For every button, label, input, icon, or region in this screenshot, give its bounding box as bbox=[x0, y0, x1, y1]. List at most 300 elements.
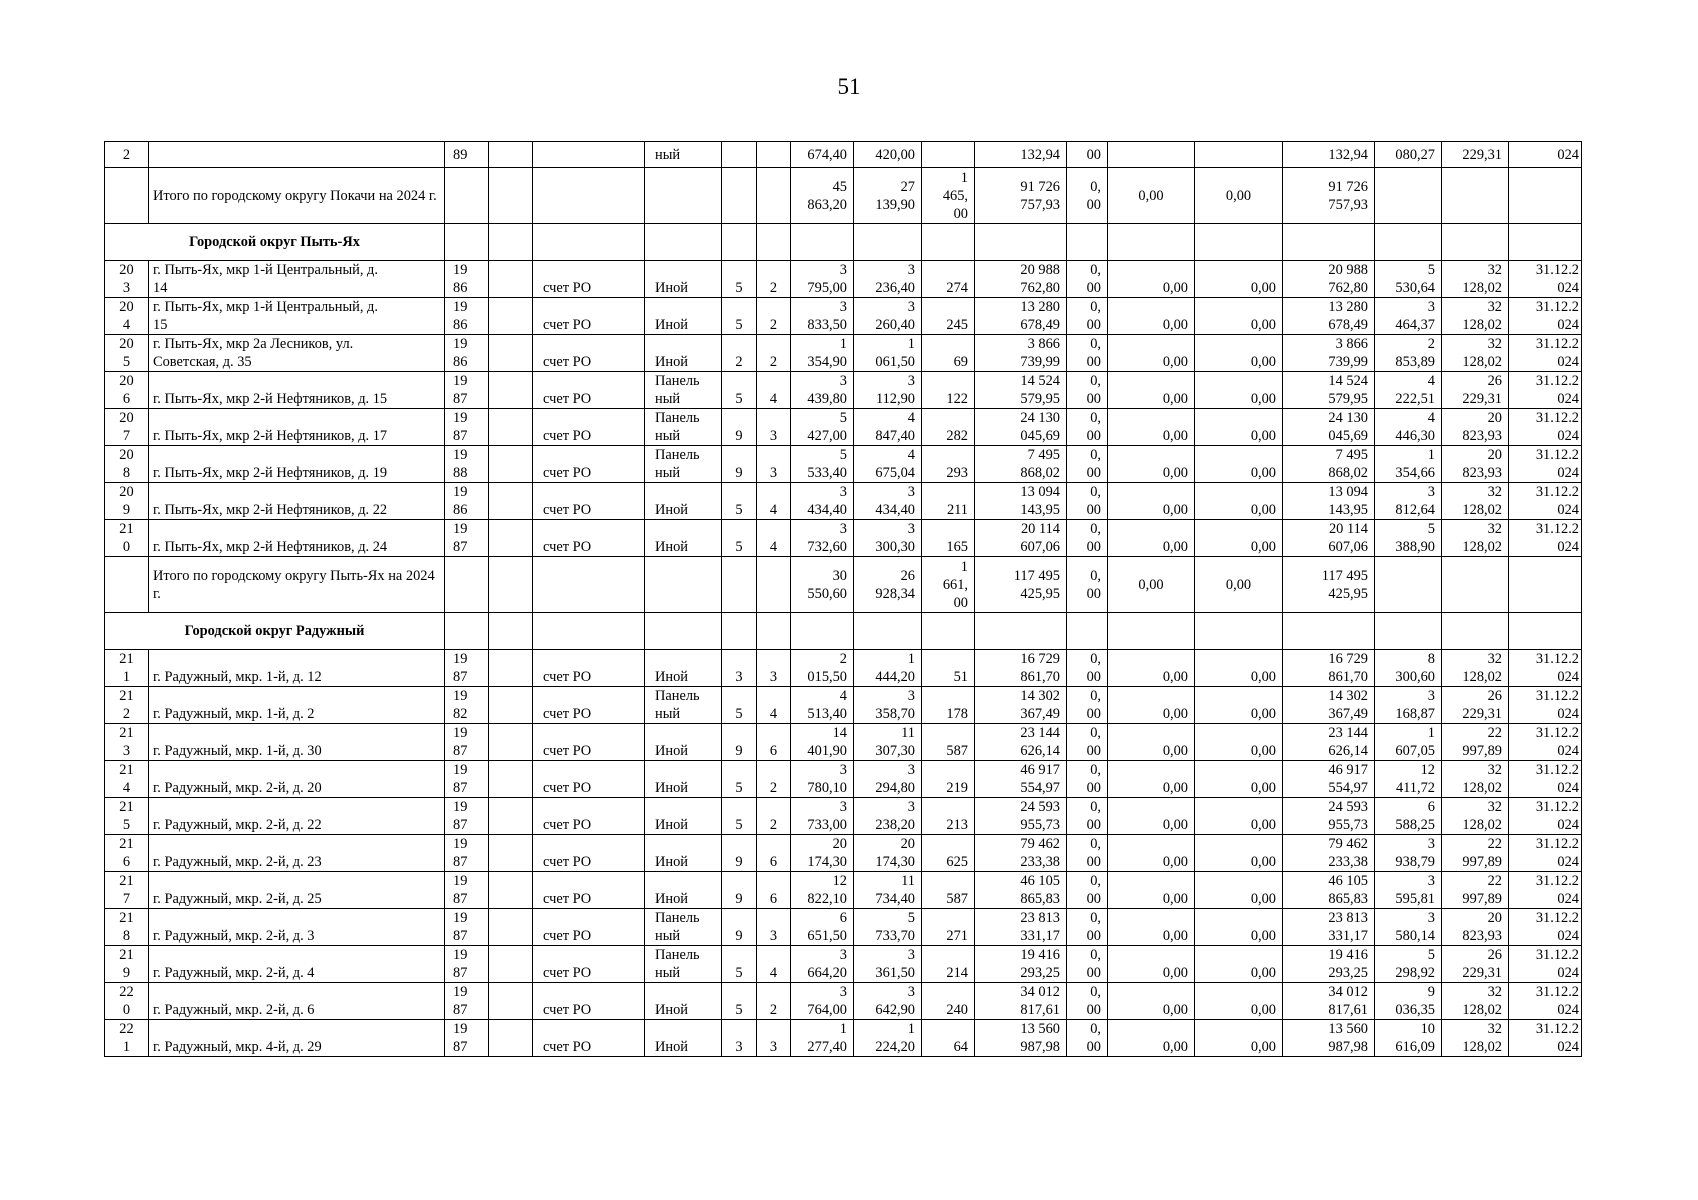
cell-area-living: 4 675,04 bbox=[854, 446, 922, 483]
cell-addr: г. Радужный, мкр. 1-й, д. 2 bbox=[149, 687, 445, 724]
section-header-row bbox=[105, 224, 1582, 261]
cell-src bbox=[533, 168, 645, 224]
cell-fund-b: 0,00 bbox=[1108, 798, 1195, 835]
cell-year: 19 87 bbox=[445, 724, 489, 761]
cell-src: счет РО bbox=[533, 335, 645, 372]
cell-cost-total: 23 144 626,14 bbox=[975, 724, 1067, 761]
cell-limit-cost: 32 128,02 bbox=[1442, 520, 1509, 557]
cell-e bbox=[757, 168, 791, 224]
cell-area-living: 5 733,70 bbox=[854, 909, 922, 946]
cell-e: 3 bbox=[757, 409, 791, 446]
cell-b bbox=[489, 650, 533, 687]
cell-area-living: 3 112,90 bbox=[854, 372, 922, 409]
cell-year: 19 87 bbox=[445, 909, 489, 946]
cell-unit-cost: 3 168,87 bbox=[1375, 687, 1442, 724]
cell-fund-a: 0, 00 bbox=[1067, 872, 1108, 909]
cell-year: 19 87 bbox=[445, 520, 489, 557]
cell-fund-owners: 14 302 367,49 bbox=[1283, 687, 1375, 724]
cell-fund-b: 0,00 bbox=[1108, 335, 1195, 372]
cell-deadline: 31.12.2 024 bbox=[1509, 761, 1582, 798]
cell-num: 22 0 bbox=[105, 983, 149, 1020]
total-row bbox=[105, 168, 1582, 224]
total-fund-owners: 91 726 757,93 bbox=[1283, 168, 1375, 224]
cell-b bbox=[489, 724, 533, 761]
cell-wall: Иной bbox=[645, 724, 722, 761]
cell-b bbox=[489, 298, 533, 335]
cell-b bbox=[489, 946, 533, 983]
cell-wall: ный bbox=[645, 142, 722, 168]
cell-fund-a: 0, 00 bbox=[1067, 483, 1108, 520]
cell-fund-b: 0,00 bbox=[1108, 1020, 1195, 1057]
cell-b bbox=[489, 983, 533, 1020]
cell-wall: Иной bbox=[645, 483, 722, 520]
cell-fund-c: 0,00 bbox=[1195, 335, 1283, 372]
table-row bbox=[105, 872, 1582, 909]
cell-fund-b: 0,00 bbox=[1108, 650, 1195, 687]
cell-fund-owners: 7 495 868,02 bbox=[1283, 446, 1375, 483]
cell-empty bbox=[975, 224, 1067, 261]
cell-wall: Панель ный bbox=[645, 687, 722, 724]
cell-wall: Иной bbox=[645, 298, 722, 335]
cell-fund-c: 0,00 bbox=[1195, 946, 1283, 983]
cell-limit-cost: 32 128,02 bbox=[1442, 798, 1509, 835]
cell-cost-total: 132,94 bbox=[975, 142, 1067, 168]
cell-empty bbox=[922, 613, 975, 650]
table-row bbox=[105, 520, 1582, 557]
cell-fund-a: 0, 00 bbox=[1067, 520, 1108, 557]
total-fund-b: 0,00 bbox=[1108, 168, 1195, 224]
cell-fund-c: 0,00 bbox=[1195, 724, 1283, 761]
table-body bbox=[105, 142, 1582, 1057]
cell-area-living: 1 224,20 bbox=[854, 1020, 922, 1057]
cell-addr: г. Пыть-Ях, мкр 2а Лесников, ул. Советская, д. 35 bbox=[149, 335, 445, 372]
cell-year bbox=[445, 168, 489, 224]
cell-src bbox=[533, 142, 645, 168]
cell-fund-owners: 34 012 817,61 bbox=[1283, 983, 1375, 1020]
cell-b bbox=[489, 520, 533, 557]
cell-fund-c: 0,00 bbox=[1195, 650, 1283, 687]
cell-area-living: 20 174,30 bbox=[854, 835, 922, 872]
cell-limit-cost bbox=[1442, 557, 1509, 613]
cell-area-total: 5 427,00 bbox=[791, 409, 854, 446]
cell-area-total: 6 651,50 bbox=[791, 909, 854, 946]
cell-addr: г. Радужный, мкр. 4-й, д. 29 bbox=[149, 1020, 445, 1057]
cell-empty bbox=[791, 613, 854, 650]
cell-unit-cost: 3 812,64 bbox=[1375, 483, 1442, 520]
cell-fund-a: 0, 00 bbox=[1067, 446, 1108, 483]
cell-deadline: 31.12.2 024 bbox=[1509, 372, 1582, 409]
cell-area-total: 3 764,00 bbox=[791, 983, 854, 1020]
cell-addr: г. Пыть-Ях, мкр 2-й Нефтяников, д. 15 bbox=[149, 372, 445, 409]
cell-fund-a: 0, 00 bbox=[1067, 835, 1108, 872]
cell-addr: г. Радужный, мкр. 2-й, д. 23 bbox=[149, 835, 445, 872]
cell-residents: 274 bbox=[922, 261, 975, 298]
cell-num: 21 7 bbox=[105, 872, 149, 909]
cell-empty bbox=[722, 224, 757, 261]
cell-empty bbox=[1442, 613, 1509, 650]
table-row bbox=[105, 835, 1582, 872]
table-row bbox=[105, 142, 1582, 168]
total-fund-c: 0,00 bbox=[1195, 557, 1283, 613]
cell-empty bbox=[445, 224, 489, 261]
cell-fund-c: 0,00 bbox=[1195, 835, 1283, 872]
section-header-row bbox=[105, 613, 1582, 650]
table-row bbox=[105, 483, 1582, 520]
table-row bbox=[105, 335, 1582, 372]
cell-year: 19 86 bbox=[445, 335, 489, 372]
cell-src bbox=[533, 557, 645, 613]
housing-registry-table bbox=[104, 141, 1582, 1057]
cell-fund-owners: 13 560 987,98 bbox=[1283, 1020, 1375, 1057]
cell-year bbox=[445, 557, 489, 613]
cell-num: 21 6 bbox=[105, 835, 149, 872]
cell-fund-a: 0, 00 bbox=[1067, 1020, 1108, 1057]
cell-wall: Панель ный bbox=[645, 409, 722, 446]
cell-unit-cost: 12 411,72 bbox=[1375, 761, 1442, 798]
cell-b bbox=[489, 483, 533, 520]
cell-b bbox=[489, 798, 533, 835]
cell-num: 20 4 bbox=[105, 298, 149, 335]
cell-fund-owners: 20 988 762,80 bbox=[1283, 261, 1375, 298]
cell-src: счет РО bbox=[533, 261, 645, 298]
cell-src: счет РО bbox=[533, 1020, 645, 1057]
cell-addr: г. Пыть-Ях, мкр 1-й Центральный, д. 14 bbox=[149, 261, 445, 298]
cell-f: 9 bbox=[722, 909, 757, 946]
cell-residents: 587 bbox=[922, 724, 975, 761]
cell-empty bbox=[757, 613, 791, 650]
cell-empty bbox=[757, 224, 791, 261]
cell-area-total: 12 822,10 bbox=[791, 872, 854, 909]
cell-src: счет РО bbox=[533, 761, 645, 798]
cell-fund-a: 0, 00 bbox=[1067, 335, 1108, 372]
cell-fund-owners: 24 593 955,73 bbox=[1283, 798, 1375, 835]
cell-wall: Иной bbox=[645, 835, 722, 872]
cell-e: 2 bbox=[757, 761, 791, 798]
cell-residents: 214 bbox=[922, 946, 975, 983]
cell-fund-b: 0,00 bbox=[1108, 483, 1195, 520]
cell-num: 21 1 bbox=[105, 650, 149, 687]
cell-num: 21 9 bbox=[105, 946, 149, 983]
table-row bbox=[105, 983, 1582, 1020]
cell-num: 21 4 bbox=[105, 761, 149, 798]
cell-fund-owners: 24 130 045,69 bbox=[1283, 409, 1375, 446]
cell-unit-cost: 8 300,60 bbox=[1375, 650, 1442, 687]
cell-e: 2 bbox=[757, 261, 791, 298]
cell-empty bbox=[722, 613, 757, 650]
cell-wall: Панель ный bbox=[645, 946, 722, 983]
cell-area-living: 1 061,50 bbox=[854, 335, 922, 372]
cell-cost-total: 24 130 045,69 bbox=[975, 409, 1067, 446]
cell-addr: г. Пыть-Ях, мкр 2-й Нефтяников, д. 24 bbox=[149, 520, 445, 557]
cell-num: 21 0 bbox=[105, 520, 149, 557]
cell-fund-a: 0, 00 bbox=[1067, 724, 1108, 761]
cell-limit-cost: 32 128,02 bbox=[1442, 650, 1509, 687]
total-cost-total: 91 726 757,93 bbox=[975, 168, 1067, 224]
cell-year: 19 87 bbox=[445, 983, 489, 1020]
cell-f: 5 bbox=[722, 946, 757, 983]
total-row bbox=[105, 557, 1582, 613]
cell-area-living: 3 236,40 bbox=[854, 261, 922, 298]
cell-fund-c bbox=[1195, 142, 1283, 168]
cell-e: 3 bbox=[757, 650, 791, 687]
cell-limit-cost bbox=[1442, 168, 1509, 224]
cell-cost-total: 16 729 861,70 bbox=[975, 650, 1067, 687]
cell-fund-c: 0,00 bbox=[1195, 261, 1283, 298]
cell-addr: г. Радужный, мкр. 2-й, д. 25 bbox=[149, 872, 445, 909]
cell-fund-owners: 23 144 626,14 bbox=[1283, 724, 1375, 761]
cell-residents: 122 bbox=[922, 372, 975, 409]
cell-f: 5 bbox=[722, 261, 757, 298]
cell-area-total: 3 434,40 bbox=[791, 483, 854, 520]
cell-addr: г. Радужный, мкр. 2-й, д. 22 bbox=[149, 798, 445, 835]
cell-empty bbox=[1108, 613, 1195, 650]
cell-empty bbox=[922, 224, 975, 261]
cell-fund-c: 0,00 bbox=[1195, 520, 1283, 557]
cell-year: 19 87 bbox=[445, 761, 489, 798]
cell-area-total: 2 015,50 bbox=[791, 650, 854, 687]
cell-residents: 625 bbox=[922, 835, 975, 872]
cell-e: 6 bbox=[757, 724, 791, 761]
cell-residents: 64 bbox=[922, 1020, 975, 1057]
cell-cost-total: 23 813 331,17 bbox=[975, 909, 1067, 946]
cell-fund-b: 0,00 bbox=[1108, 298, 1195, 335]
cell-empty bbox=[1509, 613, 1582, 650]
cell-limit-cost: 32 128,02 bbox=[1442, 1020, 1509, 1057]
cell-b bbox=[489, 872, 533, 909]
cell-fund-owners: 46 105 865,83 bbox=[1283, 872, 1375, 909]
cell-unit-cost: 1 354,66 bbox=[1375, 446, 1442, 483]
cell-wall: Иной bbox=[645, 798, 722, 835]
cell-cost-total: 3 866 739,99 bbox=[975, 335, 1067, 372]
cell-wall bbox=[645, 168, 722, 224]
cell-num: 20 8 bbox=[105, 446, 149, 483]
cell-e: 2 bbox=[757, 335, 791, 372]
cell-area-living: 3 238,20 bbox=[854, 798, 922, 835]
cell-fund-b: 0,00 bbox=[1108, 372, 1195, 409]
cell-cost-total: 13 094 143,95 bbox=[975, 483, 1067, 520]
cell-fund-owners: 79 462 233,38 bbox=[1283, 835, 1375, 872]
cell-fund-c: 0,00 bbox=[1195, 409, 1283, 446]
cell-src: счет РО bbox=[533, 298, 645, 335]
cell-wall: Иной bbox=[645, 761, 722, 798]
cell-src: счет РО bbox=[533, 909, 645, 946]
cell-limit-cost: 32 128,02 bbox=[1442, 335, 1509, 372]
cell-src: счет РО bbox=[533, 983, 645, 1020]
cell-unit-cost: 4 222,51 bbox=[1375, 372, 1442, 409]
total-label: Итого по городскому округу Покачи на 2024 г. bbox=[149, 168, 445, 224]
cell-e: 4 bbox=[757, 946, 791, 983]
cell-b bbox=[489, 261, 533, 298]
cell-f: 3 bbox=[722, 1020, 757, 1057]
cell-empty bbox=[1283, 613, 1375, 650]
cell-residents: 51 bbox=[922, 650, 975, 687]
cell-f: 9 bbox=[722, 872, 757, 909]
cell-year: 19 87 bbox=[445, 650, 489, 687]
cell-year: 19 87 bbox=[445, 1020, 489, 1057]
cell-src: счет РО bbox=[533, 946, 645, 983]
cell-b bbox=[489, 335, 533, 372]
cell-fund-a: 0, 00 bbox=[1067, 298, 1108, 335]
cell-e: 4 bbox=[757, 483, 791, 520]
cell-fund-owners: 132,94 bbox=[1283, 142, 1375, 168]
cell-cost-total: 46 105 865,83 bbox=[975, 872, 1067, 909]
total-label: Итого по городскому округу Пыть-Ях на 2024 г. bbox=[149, 557, 445, 613]
cell-fund-b: 0,00 bbox=[1108, 520, 1195, 557]
cell-fund-owners: 3 866 739,99 bbox=[1283, 335, 1375, 372]
cell-wall: Иной bbox=[645, 872, 722, 909]
table-row bbox=[105, 761, 1582, 798]
cell-unit-cost: 6 588,25 bbox=[1375, 798, 1442, 835]
cell-area-living: 3 358,70 bbox=[854, 687, 922, 724]
cell-fund-c: 0,00 bbox=[1195, 298, 1283, 335]
cell-area-total: 3 732,60 bbox=[791, 520, 854, 557]
cell-unit-cost: 5 530,64 bbox=[1375, 261, 1442, 298]
cell-f: 5 bbox=[722, 520, 757, 557]
cell-empty bbox=[1067, 224, 1108, 261]
cell-empty bbox=[645, 613, 722, 650]
cell-fund-owners: 13 094 143,95 bbox=[1283, 483, 1375, 520]
cell-limit-cost: 32 128,02 bbox=[1442, 761, 1509, 798]
cell-year: 19 87 bbox=[445, 372, 489, 409]
table-row bbox=[105, 946, 1582, 983]
cell-e bbox=[757, 557, 791, 613]
cell-limit-cost: 20 823,93 bbox=[1442, 909, 1509, 946]
cell-unit-cost: 9 036,35 bbox=[1375, 983, 1442, 1020]
cell-empty bbox=[1375, 613, 1442, 650]
cell-fund-owners: 23 813 331,17 bbox=[1283, 909, 1375, 946]
cell-residents: 69 bbox=[922, 335, 975, 372]
cell-num bbox=[105, 557, 149, 613]
cell-addr: г. Пыть-Ях, мкр 2-й Нефтяников, д. 22 bbox=[149, 483, 445, 520]
cell-fund-c: 0,00 bbox=[1195, 761, 1283, 798]
total-cost-total: 117 495 425,95 bbox=[975, 557, 1067, 613]
cell-b bbox=[489, 372, 533, 409]
cell-fund-b: 0,00 bbox=[1108, 261, 1195, 298]
cell-src: счет РО bbox=[533, 724, 645, 761]
cell-limit-cost: 229,31 bbox=[1442, 142, 1509, 168]
cell-area-total: 4 513,40 bbox=[791, 687, 854, 724]
cell-fund-c: 0,00 bbox=[1195, 372, 1283, 409]
cell-unit-cost: 5 298,92 bbox=[1375, 946, 1442, 983]
cell-deadline: 31.12.2 024 bbox=[1509, 650, 1582, 687]
cell-area-living: 3 434,40 bbox=[854, 483, 922, 520]
cell-f: 5 bbox=[722, 761, 757, 798]
cell-b bbox=[489, 168, 533, 224]
cell-wall: Иной bbox=[645, 650, 722, 687]
section-title: Городской округ Пыть-Ях bbox=[105, 224, 445, 261]
cell-f: 5 bbox=[722, 483, 757, 520]
cell-empty bbox=[445, 613, 489, 650]
cell-b bbox=[489, 142, 533, 168]
cell-fund-b: 0,00 bbox=[1108, 446, 1195, 483]
total-area-total: 30 550,60 bbox=[791, 557, 854, 613]
table-row bbox=[105, 650, 1582, 687]
cell-deadline: 31.12.2 024 bbox=[1509, 483, 1582, 520]
cell-b bbox=[489, 909, 533, 946]
cell-area-total: 3 795,00 bbox=[791, 261, 854, 298]
cell-deadline: 024 bbox=[1509, 142, 1582, 168]
cell-area-living: 420,00 bbox=[854, 142, 922, 168]
cell-area-total: 1 354,90 bbox=[791, 335, 854, 372]
cell-empty bbox=[645, 224, 722, 261]
cell-year: 19 86 bbox=[445, 298, 489, 335]
total-fund-c: 0,00 bbox=[1195, 168, 1283, 224]
cell-num bbox=[105, 168, 149, 224]
total-residents: 1 661, 00 bbox=[922, 557, 975, 613]
cell-num: 21 8 bbox=[105, 909, 149, 946]
cell-area-total: 3 780,10 bbox=[791, 761, 854, 798]
cell-addr: г. Радужный, мкр. 2-й, д. 4 bbox=[149, 946, 445, 983]
cell-wall: Иной bbox=[645, 1020, 722, 1057]
cell-empty bbox=[1195, 613, 1283, 650]
cell-fund-c: 0,00 bbox=[1195, 446, 1283, 483]
cell-wall bbox=[645, 557, 722, 613]
cell-deadline: 31.12.2 024 bbox=[1509, 872, 1582, 909]
cell-limit-cost: 26 229,31 bbox=[1442, 946, 1509, 983]
cell-year: 19 82 bbox=[445, 687, 489, 724]
cell-empty bbox=[489, 224, 533, 261]
cell-addr: г. Радужный, мкр. 2-й, д. 20 bbox=[149, 761, 445, 798]
total-residents: 1 465, 00 bbox=[922, 168, 975, 224]
cell-limit-cost: 22 997,89 bbox=[1442, 724, 1509, 761]
cell-src: счет РО bbox=[533, 372, 645, 409]
cell-e: 4 bbox=[757, 687, 791, 724]
cell-unit-cost: 3 464,37 bbox=[1375, 298, 1442, 335]
cell-fund-c: 0,00 bbox=[1195, 1020, 1283, 1057]
cell-empty bbox=[533, 224, 645, 261]
cell-deadline: 31.12.2 024 bbox=[1509, 520, 1582, 557]
cell-addr: г. Радужный, мкр. 1-й, д. 30 bbox=[149, 724, 445, 761]
cell-area-total: 3 833,50 bbox=[791, 298, 854, 335]
cell-e: 4 bbox=[757, 520, 791, 557]
cell-wall: Панель ный bbox=[645, 446, 722, 483]
cell-area-total: 5 533,40 bbox=[791, 446, 854, 483]
cell-src: счет РО bbox=[533, 798, 645, 835]
cell-addr: г. Радужный, мкр. 2-й, д. 3 bbox=[149, 909, 445, 946]
cell-f: 5 bbox=[722, 372, 757, 409]
cell-addr: г. Радужный, мкр. 1-й, д. 12 bbox=[149, 650, 445, 687]
cell-src: счет РО bbox=[533, 650, 645, 687]
cell-b bbox=[489, 409, 533, 446]
cell-unit-cost: 3 580,14 bbox=[1375, 909, 1442, 946]
cell-deadline bbox=[1509, 557, 1582, 613]
cell-src: счет РО bbox=[533, 872, 645, 909]
cell-empty bbox=[533, 613, 645, 650]
cell-fund-owners: 14 524 579,95 bbox=[1283, 372, 1375, 409]
total-fund-b: 0,00 bbox=[1108, 557, 1195, 613]
table-row bbox=[105, 687, 1582, 724]
cell-f: 9 bbox=[722, 446, 757, 483]
cell-empty bbox=[1283, 224, 1375, 261]
cell-cost-total: 13 560 987,98 bbox=[975, 1020, 1067, 1057]
cell-fund-b: 0,00 bbox=[1108, 761, 1195, 798]
cell-limit-cost: 32 128,02 bbox=[1442, 298, 1509, 335]
cell-deadline: 31.12.2 024 bbox=[1509, 335, 1582, 372]
cell-fund-a: 0, 00 bbox=[1067, 946, 1108, 983]
table-row bbox=[105, 724, 1582, 761]
cell-num: 22 1 bbox=[105, 1020, 149, 1057]
cell-limit-cost: 32 128,02 bbox=[1442, 261, 1509, 298]
cell-fund-owners: 19 416 293,25 bbox=[1283, 946, 1375, 983]
cell-limit-cost: 26 229,31 bbox=[1442, 687, 1509, 724]
cell-f: 3 bbox=[722, 650, 757, 687]
cell-empty bbox=[1375, 224, 1442, 261]
cell-year: 19 87 bbox=[445, 946, 489, 983]
table-row bbox=[105, 261, 1582, 298]
cell-fund-b: 0,00 bbox=[1108, 687, 1195, 724]
cell-src: счет РО bbox=[533, 483, 645, 520]
cell-residents: 211 bbox=[922, 483, 975, 520]
